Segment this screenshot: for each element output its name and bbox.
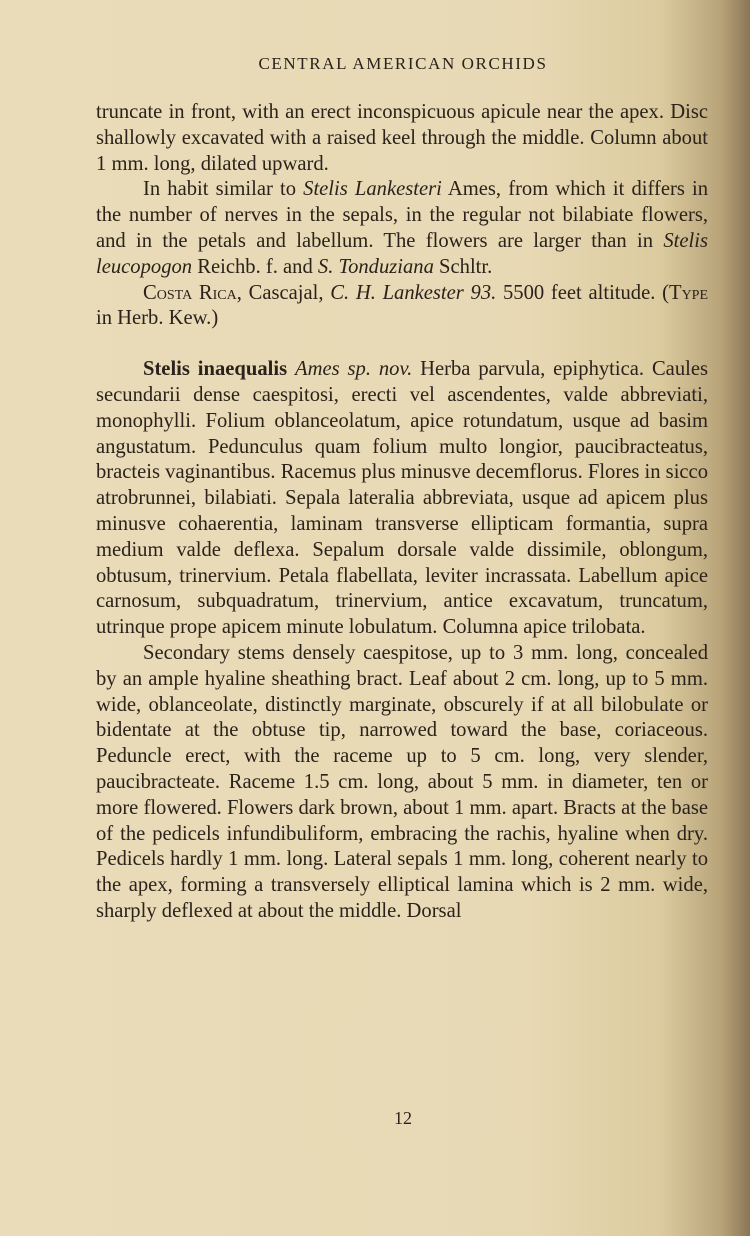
paragraph-english-description: Secondary stems densely caespitose, up to 3 mm. long, concealed by an ample hyaline sheathing bract. Leaf about 2 cm. long, up to 5 mm. wide, oblanceolate, distinctly marginate, obscurely if at all bilobulate or bidentate at the obtuse tip, narrowed toward the base, coriaceous. Peduncle erect, with the raceme up to 5 cm. long, very slender, paucibracteate. Raceme 1.5 cm. long, about 5 mm. in diameter, ten or more flowered. Flowers dark brown, about 1 mm. apart. Bracts at the base of the pedicels infundibuliform, embracing the rachis, hyaline when dry. Pedicels hardly 1 mm. long. Lateral sepals 1 mm. long, coherent nearly to the apex, forming a transversely elliptical lamina which is 2 mm. wide, sharply deflexed at about the middle. Dorsal [96,641,708,922]
species-name: Stelis inaequalis [143,358,288,381]
paragraph-latin-description: Stelis inaequalis Ames sp. nov. Herba parvula, epiphytica. Caules secundarii dense caespitosi, erecti vel ascendentes, valde abbreviati, monophylli. Folium oblanceolatum, apice rotundatum, usque ad basim angustatum. Pedunculus quam folium multo longior, paucibracteatus, bracteis vaginantibus. Racemus plus minusve decemflorus. Flores in sicco atrobrunnei, bilabiati. Sepala lateralia abbreviata, usque ad apicem plus minusve cohaerentia, laminam transverse ellipticam formantia, supra medium valde deflexa. Sepalum dorsale valde dissimile, oblongum, obtusum, trinervium. Petala flabellata, leviter incrassata. Labellum apice carnosum, subquadratum, trinervium, antice excavatum, truncatum, utrinque prope apicem minute lobulatum. Columna apice trilobata. [96,358,708,639]
body-text [96,100,708,925]
page-number: 12 [394,1108,412,1128]
running-head: CENTRAL AMERICAN ORCHIDS [258,54,548,73]
paragraph-comparison: In habit similar to Stelis Lankesteri Ames, from which it differs in the number of nerves in the sepals, in the regular not bilabiate flowers, and in the petals and labellum. The flowers are larger than in Stelis leucopogon Reichb. f. and S. Tonduziana Schltr. [96,178,708,278]
author-citation: Ames sp. nov. [295,358,413,381]
paragraph-continuation: truncate in front, with an erect inconspicuous apicule near the apex. Disc shallowly excavated with a raised keel through the middle. Column about 1 mm. long, dilated upward. [96,101,708,175]
paragraph-locality: Costa Rica, Cascajal, C. H. Lankester 93. 5500 feet altitude. (Type in Herb. Kew.) [96,281,709,330]
